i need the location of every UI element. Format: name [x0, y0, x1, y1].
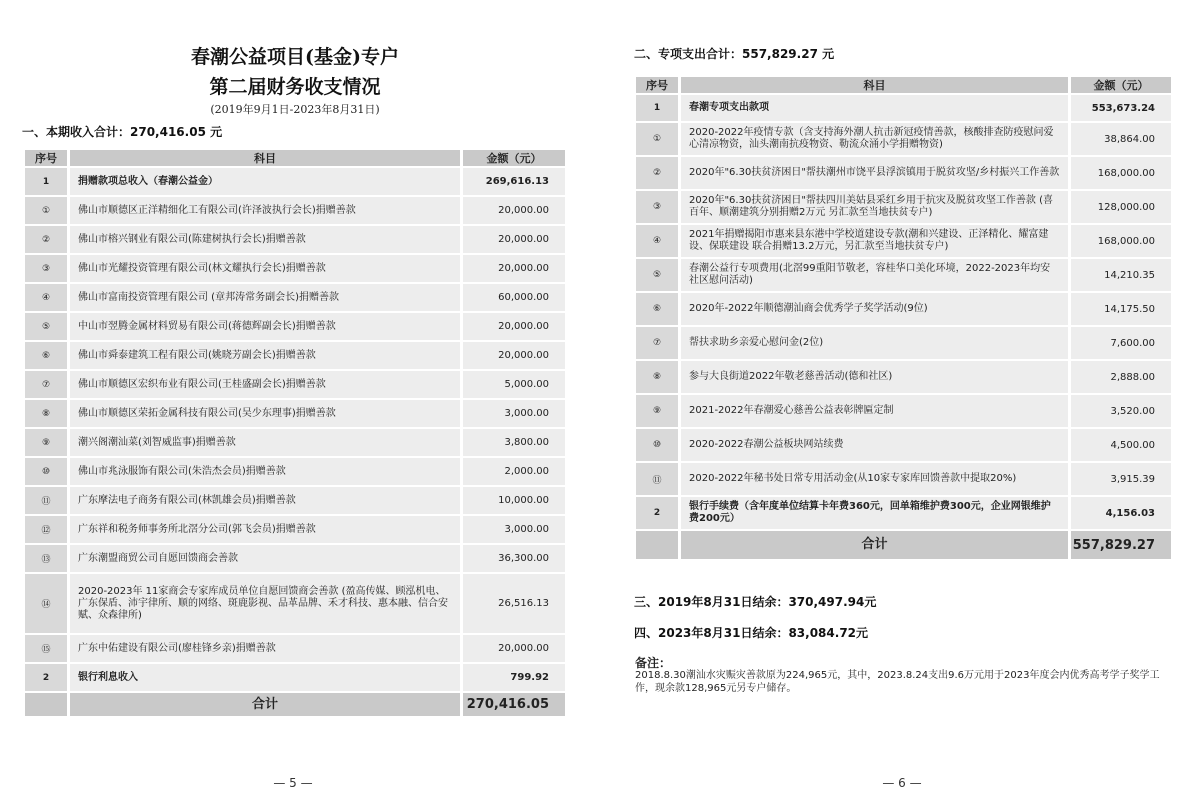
income-total-label: 合计: [70, 693, 463, 718]
table-row: [25, 197, 565, 226]
table-row: [25, 284, 565, 313]
row-amount: 168,000.00: [1071, 157, 1171, 191]
row-subject: 广东潮盟商贸公司自愿回馈商会善款: [70, 545, 463, 574]
row-number: 1: [25, 168, 70, 197]
table-row: [636, 497, 1171, 531]
row-amount: 20,000.00: [463, 226, 565, 255]
header-subject: 科目: [681, 77, 1071, 95]
row-number: ⑧: [636, 361, 681, 395]
table-row: [636, 327, 1171, 361]
row-amount: 4,500.00: [1071, 429, 1171, 463]
row-subject: 2020-2023年 11家商会专家库成员单位自愿回馈商会善款 (盈高传媒、顾泓机电、广东保盾、沛宇律所、顺的网络、斑鹿影视、品革品牌、禾才科技、惠本融、信合安赋、众森律所): [70, 574, 463, 635]
row-number: ⑮: [25, 635, 70, 664]
income-total-row: [25, 693, 565, 718]
row-number: ⑤: [636, 259, 681, 293]
row-amount: 3,000.00: [463, 516, 565, 545]
row-amount: 10,000.00: [463, 487, 565, 516]
balance-2023: 四、2023年8月31日结余：83,084.72元: [634, 626, 869, 640]
row-subject: 佛山市顺德区荣拓金属科技有限公司(吴少东理事)捐赠善款: [70, 400, 463, 429]
row-number: ⑧: [25, 400, 70, 429]
row-number: ⑤: [25, 313, 70, 342]
table-row: [25, 545, 565, 574]
right-page: [600, 0, 1198, 808]
table-row: [25, 226, 565, 255]
row-amount: 14,210.35: [1071, 259, 1171, 293]
row-number: ⑩: [636, 429, 681, 463]
report-title: 春潮公益项目(基金)专户: [191, 46, 399, 68]
header-no: 序号: [636, 77, 681, 95]
income-heading: 一、本期收入合计：270,416.05 元: [22, 125, 223, 139]
row-amount: 3,520.00: [1071, 395, 1171, 429]
table-row: [25, 168, 565, 197]
table-row: [636, 123, 1171, 157]
table-row: [25, 574, 565, 635]
row-subject: 佛山市榕兴钢业有限公司(陈建树执行会长)捐赠善款: [70, 226, 463, 255]
row-number: ⑪: [636, 463, 681, 497]
row-number: ⑨: [25, 429, 70, 458]
table-row: [636, 463, 1171, 497]
row-amount: 3,000.00: [463, 400, 565, 429]
row-subject: 参与大良街道2022年敬老慈善活动(德和社区): [681, 361, 1071, 395]
row-number: ①: [25, 197, 70, 226]
table-row: [636, 361, 1171, 395]
row-subject: 佛山市顺德区宏织布业有限公司(王桂盛副会长)捐赠善款: [70, 371, 463, 400]
header-amount: 金额（元）: [463, 150, 565, 168]
header-no: 序号: [25, 150, 70, 168]
expense-table-header: [636, 77, 1171, 95]
table-row: [636, 395, 1171, 429]
row-amount: 38,864.00: [1071, 123, 1171, 157]
row-subject: 广东祥和税务师事务所北滘分公司(郭飞会员)捐赠善款: [70, 516, 463, 545]
table-row: [636, 157, 1171, 191]
row-number: ②: [636, 157, 681, 191]
row-amount: 3,915.39: [1071, 463, 1171, 497]
row-subject: 2020-2022年秘书处日常专用活动金(从10家专家库回馈善款中提取20%): [681, 463, 1071, 497]
table-row: [25, 458, 565, 487]
row-amount: 7,600.00: [1071, 327, 1171, 361]
row-number: ⑥: [25, 342, 70, 371]
row-amount: 20,000.00: [463, 197, 565, 226]
table-row: [25, 635, 565, 664]
table-row: [636, 95, 1171, 123]
row-amount: 26,516.13: [463, 574, 565, 635]
page-number: — 6 —: [882, 776, 922, 790]
income-table: [25, 150, 565, 718]
row-amount: 20,000.00: [463, 313, 565, 342]
row-subject: 佛山市富南投资管理有限公司 (章邦涛常务副会长)捐赠善款: [70, 284, 463, 313]
row-number: ④: [25, 284, 70, 313]
table-row: [25, 664, 565, 693]
row-subject: 中山市翌腾金属材料贸易有限公司(蒋德辉副会长)捐赠善款: [70, 313, 463, 342]
balance-2019: 三、2019年8月31日结余：370,497.94元: [634, 595, 877, 609]
row-amount: 3,800.00: [463, 429, 565, 458]
row-subject: 佛山市光耀投资管理有限公司(林文耀执行会长)捐赠善款: [70, 255, 463, 284]
row-subject: 2020年"6.30扶贫济困日"帮扶潮州市饶平县浮滨镇用于脱贫攻坚/乡村振兴工作善款: [681, 157, 1071, 191]
header-subject: 科目: [70, 150, 463, 168]
row-subject: 2021-2022年春潮爱心慈善公益表彰牌匾定制: [681, 395, 1071, 429]
row-subject: 春潮公益行专项费用(北滘99重阳节敬老，容桂华口美化环境，2022-2023年均安社区慰问活动): [681, 259, 1071, 293]
table-row: [636, 191, 1171, 225]
row-amount: 2,000.00: [463, 458, 565, 487]
row-subject: 银行手续费（含年度单位结算卡年费360元，回单箱维护费300元，企业网银维护费200元）: [681, 497, 1071, 531]
row-amount: 20,000.00: [463, 635, 565, 664]
table-row: [25, 342, 565, 371]
row-subject: 2020年"6.30扶贫济困日"帮扶四川美姑县采红乡用于抗灾及脱贫攻坚工作善款 (喜百年、顺潮建筑分别捐赠2万元 另汇款至当地扶贫专户): [681, 191, 1071, 225]
income-total-amount: 270,416.05: [463, 693, 565, 718]
header-amount: 金额（元）: [1071, 77, 1171, 95]
row-subject: 2020-2022春潮公益板块网站续费: [681, 429, 1071, 463]
table-row: [25, 400, 565, 429]
row-subject: 潮兴阁潮汕菜(刘智威监事)捐赠善款: [70, 429, 463, 458]
income-table-header: [25, 150, 565, 168]
table-row: [25, 371, 565, 400]
table-row: [636, 293, 1171, 327]
row-amount: 60,000.00: [463, 284, 565, 313]
row-amount: 5,000.00: [463, 371, 565, 400]
row-subject: 广东中佑建设有限公司(廖桂锋乡亲)捐赠善款: [70, 635, 463, 664]
row-subject: 2020-2022年疫情专款（含支持海外潮人抗击新冠疫情善款，核酸排查防疫慰问爱心清凉物资，汕头潮南抗疫物资、勒流众涌小学捐赠物资): [681, 123, 1071, 157]
row-amount: 4,156.03: [1071, 497, 1171, 531]
expense-total-label: 合计: [681, 531, 1071, 561]
expense-total-amount: 557,829.27: [1071, 531, 1171, 561]
row-subject: 2020年-2022年顺德潮汕商会优秀学子奖学活动(9位): [681, 293, 1071, 327]
row-subject: 银行利息收入: [70, 664, 463, 693]
row-amount: 20,000.00: [463, 255, 565, 284]
row-number: ⑦: [25, 371, 70, 400]
row-amount: 553,673.24: [1071, 95, 1171, 123]
row-subject: 佛山市兆泳服饰有限公司(朱浩杰会员)捐赠善款: [70, 458, 463, 487]
page-number: — 5 —: [273, 776, 313, 790]
row-number: ⑦: [636, 327, 681, 361]
row-amount: 799.92: [463, 664, 565, 693]
row-amount: 2,888.00: [1071, 361, 1171, 395]
row-number: ③: [25, 255, 70, 284]
table-row: [25, 313, 565, 342]
row-subject: 帮扶求助乡亲爱心慰问金(2位): [681, 327, 1071, 361]
row-amount: 269,616.13: [463, 168, 565, 197]
row-number: ⑪: [25, 487, 70, 516]
expense-total-row: [636, 531, 1171, 561]
row-amount: 168,000.00: [1071, 225, 1171, 259]
row-amount: 36,300.00: [463, 545, 565, 574]
report-subtitle-title: 第二届财务收支情况: [209, 76, 381, 98]
row-number: ⑩: [25, 458, 70, 487]
expense-heading: 二、专项支出合计：557,829.27 元: [634, 47, 835, 61]
row-number: ⑨: [636, 395, 681, 429]
row-number: ⑥: [636, 293, 681, 327]
table-row: [636, 429, 1171, 463]
row-subject: 春潮专项支出款项: [681, 95, 1071, 123]
row-subject: 佛山市顺德区正洋精细化工有限公司(许泽波执行会长)捐赠善款: [70, 197, 463, 226]
table-row: [25, 255, 565, 284]
row-subject: 捐赠款项总收入（春潮公益金）: [70, 168, 463, 197]
row-number: 2: [25, 664, 70, 693]
table-row: [25, 487, 565, 516]
note-text: 2018.8.30潮汕水灾赈灾善款原为224,965元，其中，2023.8.24支出9.6万元用于2023年度会内优秀高考学子奖学工作，现余款128,965元另专户储存。: [635, 670, 1160, 694]
note-heading: 备注：: [635, 656, 672, 670]
row-number: ③: [636, 191, 681, 225]
expense-table: [636, 77, 1171, 561]
row-number: 2: [636, 497, 681, 531]
row-number: ⑬: [25, 545, 70, 574]
row-number: ④: [636, 225, 681, 259]
row-subject: 2021年捐赠揭阳市惠来县东港中学校道建设专款(潮和兴建设、正泽精化、耀富建设、保联建设 联合捐赠13.2万元，另汇款至当地扶贫专户): [681, 225, 1071, 259]
row-number: ②: [25, 226, 70, 255]
table-row: [636, 259, 1171, 293]
row-number: ①: [636, 123, 681, 157]
row-number: ⑭: [25, 574, 70, 635]
row-subject: 广东摩法电子商务有限公司(林凯雄会员)捐赠善款: [70, 487, 463, 516]
row-number: 1: [636, 95, 681, 123]
row-amount: 20,000.00: [463, 342, 565, 371]
row-amount: 128,000.00: [1071, 191, 1171, 225]
row-number: ⑫: [25, 516, 70, 545]
date-range: (2019年9月1日-2023年8月31日): [210, 103, 380, 116]
table-row: [25, 516, 565, 545]
table-row: [25, 429, 565, 458]
table-row: [636, 225, 1171, 259]
left-page: [0, 0, 590, 808]
row-amount: 14,175.50: [1071, 293, 1171, 327]
row-subject: 佛山市舜泰建筑工程有限公司(姚晓芳副会长)捐赠善款: [70, 342, 463, 371]
